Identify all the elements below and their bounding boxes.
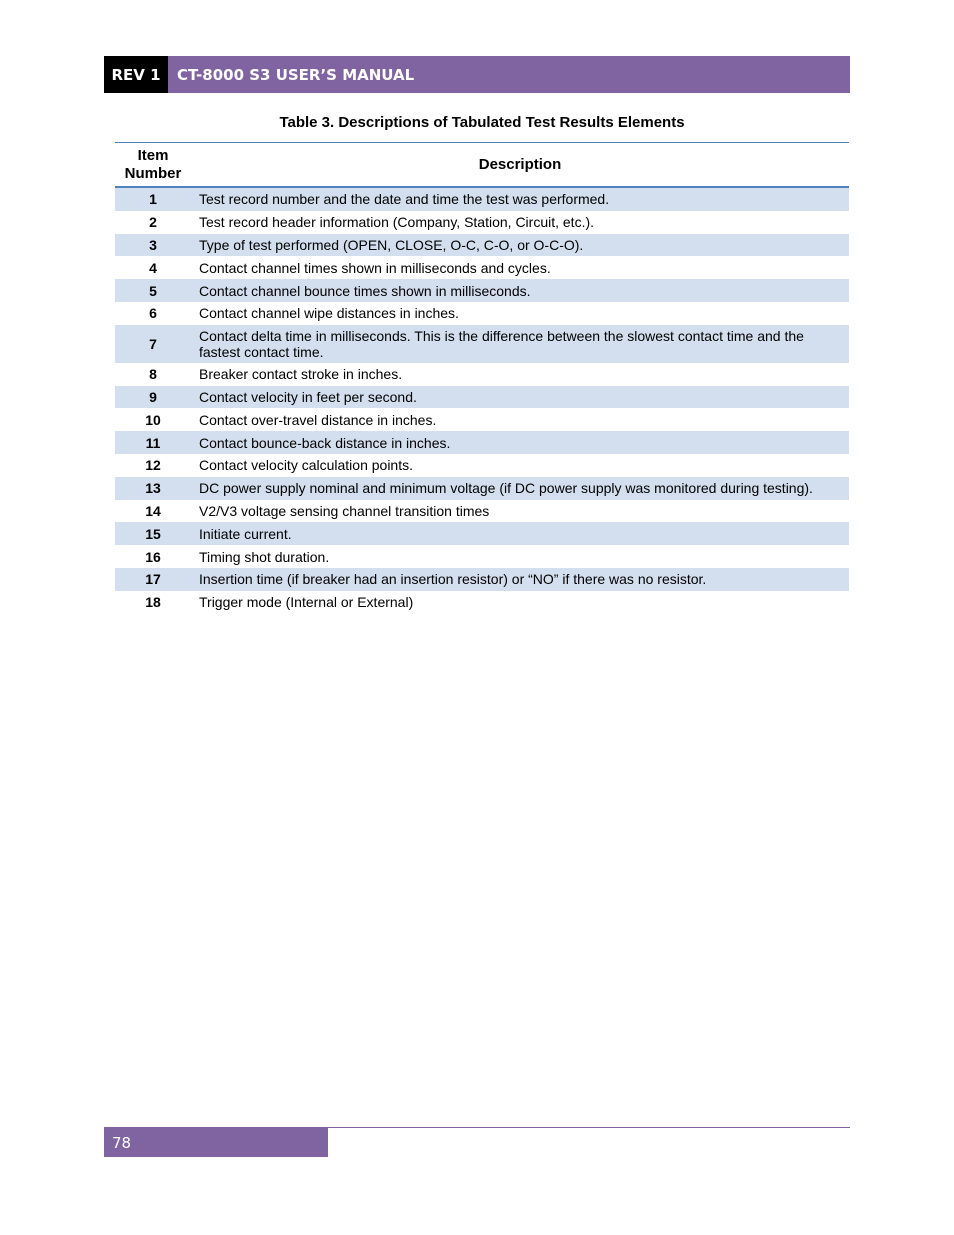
item-number: 1 bbox=[115, 187, 191, 211]
item-description: Contact velocity calculation points. bbox=[199, 457, 413, 474]
item-number: 3 bbox=[115, 234, 191, 257]
item-number: 6 bbox=[149, 305, 157, 322]
item-description: Timing shot duration. bbox=[199, 548, 330, 565]
table-row bbox=[115, 568, 849, 591]
table-row bbox=[115, 522, 849, 545]
item-description: V2/V3 voltage sensing channel transition times bbox=[199, 502, 490, 519]
table-row bbox=[115, 234, 849, 257]
item-number: 2 bbox=[149, 214, 157, 231]
item-description: Contact delta time in milliseconds. This is the difference between the slowest contact time and the fastest contact time. bbox=[191, 325, 849, 363]
item-description: Contact velocity in feet per second. bbox=[191, 386, 849, 409]
item-description: Contact channel times shown in milliseconds and cycles. bbox=[199, 259, 551, 276]
column-header-description: Description bbox=[191, 143, 849, 188]
results-elements-table bbox=[115, 142, 849, 614]
table-row bbox=[115, 591, 849, 614]
item-description: Insertion time (if breaker had an insertion resistor) or “NO” if there was no resistor. bbox=[191, 568, 849, 591]
table-row bbox=[115, 408, 849, 431]
table-row bbox=[115, 500, 849, 523]
table-row bbox=[115, 187, 849, 211]
item-description: Contact channel bounce times shown in milliseconds. bbox=[191, 279, 849, 302]
item-number: 5 bbox=[115, 279, 191, 302]
item-number: 18 bbox=[145, 594, 161, 611]
item-number: 11 bbox=[115, 431, 191, 454]
table-row bbox=[115, 325, 849, 363]
item-number: 4 bbox=[149, 259, 157, 276]
item-description: Contact channel wipe distances in inches. bbox=[199, 305, 459, 322]
item-description: Test record header information (Company, Station, Circuit, etc.). bbox=[199, 214, 595, 231]
table-title: Table 3. Descriptions of Tabulated Test Results Elements bbox=[279, 114, 685, 131]
item-number: 7 bbox=[115, 325, 191, 363]
item-description: Type of test performed (OPEN, CLOSE, O-C, C-O, or O-C-O). bbox=[191, 234, 849, 257]
item-number: 13 bbox=[115, 477, 191, 500]
manual-title: CT-8000 S3 USER’S MANUAL bbox=[168, 56, 850, 93]
item-number: 10 bbox=[145, 411, 161, 428]
item-description: Breaker contact stroke in inches. bbox=[199, 366, 403, 383]
item-number: 15 bbox=[115, 522, 191, 545]
column-header-item-number: Item Number bbox=[115, 143, 191, 188]
table-header-row bbox=[115, 143, 849, 188]
item-number: 12 bbox=[145, 457, 161, 474]
item-number: 16 bbox=[145, 548, 161, 565]
table-row bbox=[115, 302, 849, 325]
table-row bbox=[115, 386, 849, 409]
item-number: 14 bbox=[145, 502, 161, 519]
revision-label: REV 1 bbox=[104, 56, 168, 93]
page-number: 78 bbox=[104, 1128, 328, 1157]
table-row bbox=[115, 431, 849, 454]
item-description: Test record number and the date and time the test was performed. bbox=[191, 187, 849, 211]
item-description: Contact over-travel distance in inches. bbox=[199, 411, 437, 428]
table-row bbox=[115, 279, 849, 302]
item-number: 8 bbox=[149, 366, 157, 383]
table-row bbox=[115, 256, 849, 279]
table-row bbox=[115, 363, 849, 386]
table-row bbox=[115, 477, 849, 500]
item-description: Contact bounce-back distance in inches. bbox=[191, 431, 849, 454]
table-row bbox=[115, 454, 849, 477]
item-description: Trigger mode (Internal or External) bbox=[199, 594, 414, 611]
item-number: 17 bbox=[115, 568, 191, 591]
item-description: DC power supply nominal and minimum voltage (if DC power supply was monitored during testing). bbox=[191, 477, 849, 500]
item-number: 9 bbox=[115, 386, 191, 409]
table-row bbox=[115, 545, 849, 568]
table-row bbox=[115, 211, 849, 234]
item-description: Initiate current. bbox=[191, 522, 849, 545]
page-header bbox=[104, 56, 850, 93]
